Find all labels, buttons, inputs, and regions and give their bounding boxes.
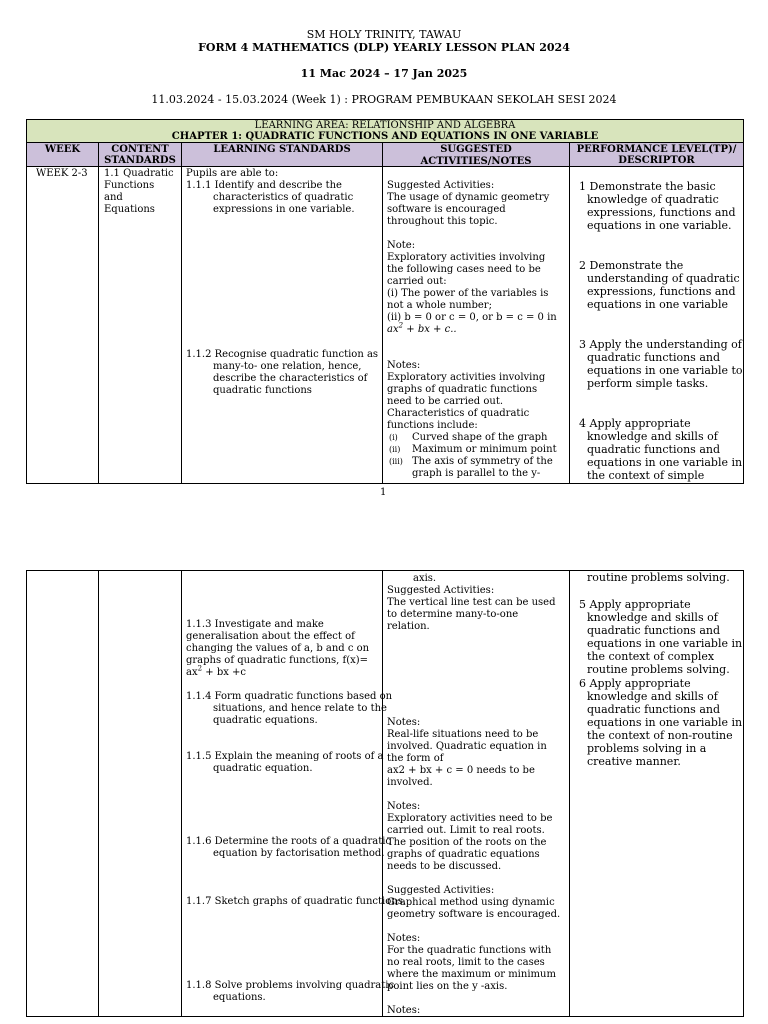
- page-number: 1: [380, 487, 387, 498]
- notes-heading: Notes:: [387, 933, 421, 944]
- note-case-i: (i) The power of the variables is not a whole number;: [387, 288, 549, 311]
- notes-heading: Notes:: [387, 717, 421, 728]
- performance-level-2: 2 Demonstrate the understanding of quadratic expressions, functions and equations in one variable: [579, 259, 740, 311]
- performance-level-4: 4 Apply appropriate knowledge and skills of quadratic functions and equations in one variable in the context of simple: [579, 417, 743, 482]
- learning-standards-intro: Pupils are able to:: [186, 168, 279, 179]
- note-case-ii-expression: $ax^2$ + bx + c..: [387, 321, 457, 335]
- notes-heading: Notes:: [387, 801, 421, 812]
- learning-standard-1-1-1: 1.1.1 Identify and describe the characteristics of quadratic expressions in one variable.: [186, 180, 355, 215]
- learning-standard-1-1-6: 1.1.6 Determine the roots of a quadratic equation by factorisation method.: [186, 836, 392, 859]
- col-header-content-1: CONTENT: [111, 144, 169, 155]
- learning-standard-1-1-3-expression: $ax^2$ + bx +c: [186, 664, 247, 678]
- chapter-title: CHAPTER 1: QUADRATIC FUNCTIONS AND EQUATIONS IN ONE VARIABLE: [171, 131, 599, 142]
- note-case-ii: (ii) b = 0 or c = 0, or b = c = 0 in: [387, 312, 557, 323]
- lesson-plan-table-page1: [26, 119, 744, 484]
- activities-text: The vertical line test can be used to determine many-to-one relation.: [387, 597, 556, 632]
- date-range: 11 Mac 2024 – 17 Jan 2025: [300, 67, 468, 80]
- list-marker: (iii): [389, 457, 403, 466]
- activities-heading: Suggested Activities:: [387, 885, 495, 896]
- characteristic-item: Curved shape of the graph: [412, 432, 548, 443]
- notes-text: Exploratory activities involving graphs of quadratic functions need to be carried out.: [387, 372, 546, 407]
- activities-continued: axis.: [413, 573, 437, 584]
- characteristic-item: The axis of symmetry of the graph is parallel to the y-: [412, 456, 553, 479]
- activities-heading: Suggested Activities:: [387, 585, 495, 596]
- characteristic-item: Maximum or minimum point: [412, 444, 557, 455]
- content-standard-line: Functions: [104, 180, 155, 191]
- col-header-learning: LEARNING STANDARDS: [213, 144, 351, 155]
- performance-level-6: 6 Apply appropriate knowledge and skills of quadratic functions and equations in one variable in the context of non-routine problems solving in a creative manner.: [579, 677, 743, 768]
- activities-heading: Suggested Activities:: [387, 180, 495, 191]
- col-header-content-2: STANDARDS: [104, 155, 176, 166]
- content-standard-line: and: [104, 192, 123, 203]
- note-heading: Note:: [387, 240, 416, 251]
- plan-title: FORM 4 MATHEMATICS (DLP) YEARLY LESSON PLAN 2024: [198, 41, 570, 54]
- week-cell: WEEK 2-3: [36, 168, 88, 179]
- learning-standard-1-1-7: 1.1.7 Sketch graphs of quadratic functions.: [186, 896, 406, 907]
- col-header-performance-1: PERFORMANCE LEVEL(TP)/: [576, 144, 737, 155]
- learning-standard-1-1-8: 1.1.8 Solve problems involving quadratic equations.: [186, 980, 395, 1003]
- notes-heading: Notes:: [387, 1005, 421, 1016]
- note-text: Exploratory activities involving the following cases need to be carried out:: [387, 252, 546, 287]
- list-marker: (i): [389, 433, 398, 442]
- list-marker: (ii): [389, 445, 401, 454]
- characteristics-text: Characteristics of quadratic functions include:: [387, 408, 530, 431]
- learning-standard-1-1-4: 1.1.4 Form quadratic functions based on situations, and hence relate to the quadratic equations.: [186, 691, 393, 726]
- notes-heading: Notes:: [387, 360, 421, 371]
- learning-standard-1-1-5: 1.1.5 Explain the meaning of roots of a quadratic equation.: [186, 751, 384, 774]
- col-header-activities: SUGGESTED ACTIVITIES/NOTES: [420, 144, 532, 167]
- activities-text: Graphical method using dynamic geometry software is encouraged.: [387, 897, 561, 920]
- content-standard-line: Equations: [104, 204, 155, 215]
- week1-line: 11.03.2024 - 15.03.2024 (Week 1) : PROGRAM PEMBUKAAN SEKOLAH SESI 2024: [151, 93, 617, 106]
- school-name: SM HOLY TRINITY, TAWAU: [306, 28, 462, 41]
- notes-text: For the quadratic functions with no real roots, limit to the cases where the maximum or minimum point lies on the y -axis.: [387, 945, 556, 992]
- notes-equation: ax2 + bx + c = 0 needs to be involved.: [387, 765, 535, 788]
- col-header-week: WEEK: [44, 144, 81, 155]
- notes-text: Real-life situations need to be involved. Quadratic equation in the form of: [387, 729, 547, 764]
- performance-level-4-continued: routine problems solving.: [587, 571, 730, 584]
- content-standard-line: 1.1 Quadratic: [104, 168, 174, 179]
- notes-text: Exploratory activities need to be carried out. Limit to real roots. The position of the roots on the graphs of quadratic equations needs to be discussed.: [387, 813, 553, 872]
- learning-standard-1-1-2: 1.1.2 Recognise quadratic function as many-to- one relation, hence, describe the characteristics of quadratic functions: [186, 349, 379, 396]
- col-header-performance-2: DESCRIPTOR: [618, 155, 695, 166]
- performance-level-1: 1 Demonstrate the basic knowledge of quadratic expressions, functions and equations in one variable.: [579, 180, 736, 232]
- performance-level-3: 3 Apply the understanding of quadratic functions and equations in one variable to perform simple tasks.: [579, 338, 743, 390]
- activities-text: The usage of dynamic geometry software is encouraged throughout this topic.: [387, 192, 550, 227]
- performance-level-5: 5 Apply appropriate knowledge and skills of quadratic functions and equations in one variable in the context of complex routine problems solving.: [579, 598, 743, 676]
- learning-standard-1-1-3: 1.1.3 Investigate and make generalisation about the effect of changing the values of a, b and c on graphs of quadratic functions, f(x)=: [186, 619, 370, 666]
- lesson-plan-table-page2: [26, 570, 744, 1017]
- learning-area-label: LEARNING AREA: RELATIONSHIP AND ALGEBRA: [254, 120, 516, 131]
